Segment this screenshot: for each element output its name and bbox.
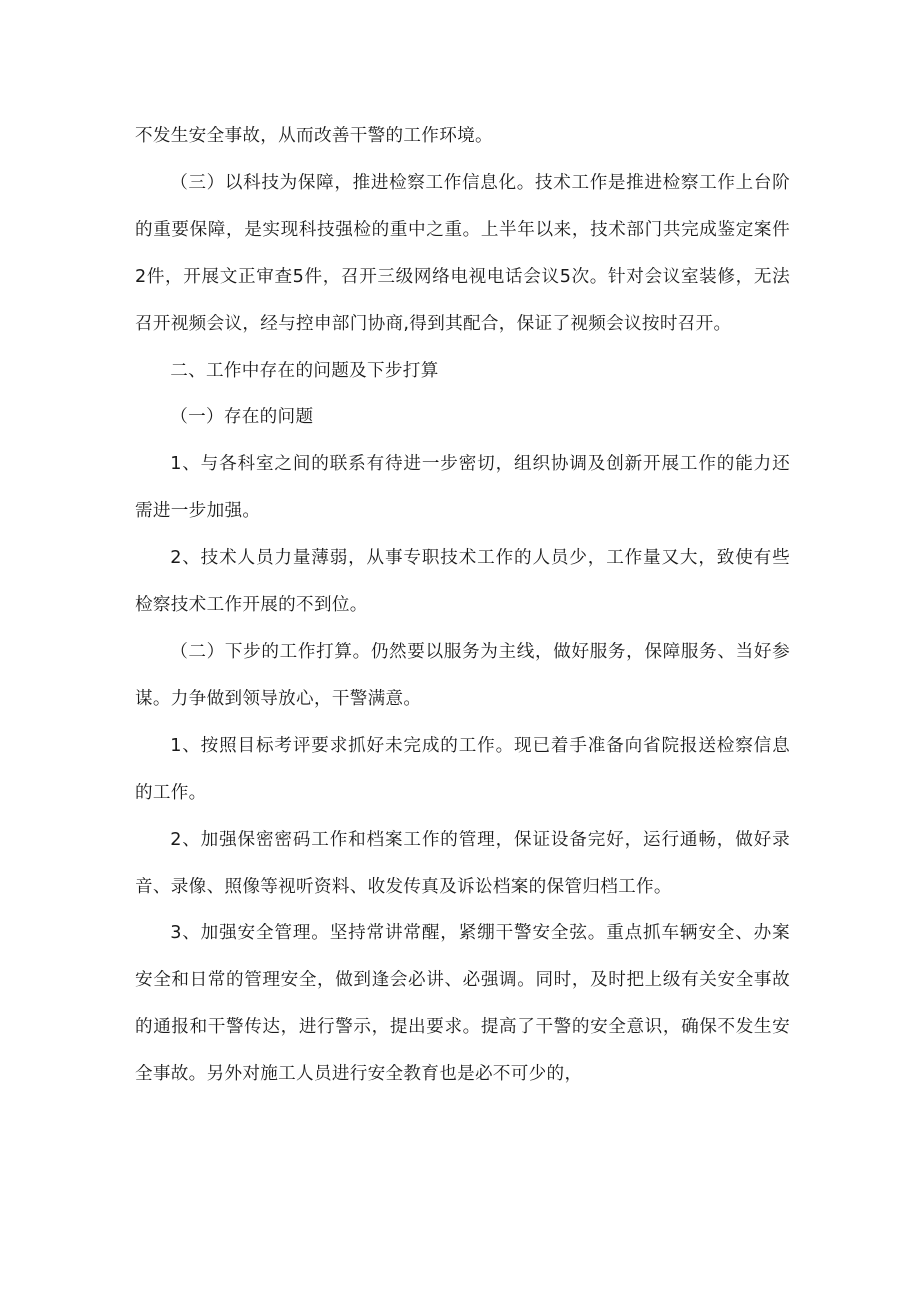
paragraph-plan-1: 1、按照目标考评要求抓好未完成的工作。现已着手准备向省院报送检察信息的工作。 xyxy=(135,735,790,803)
subheading-existing-problems: （一）存在的问题 xyxy=(170,407,314,428)
paragraph-plan-3: 3、加强安全管理。坚持常讲常醒，紧绷干警安全弦。重点抓车辆安全、办案安全和日常的管理安全，做到逢会必讲、必强调。同时，及时把上级有关安全事故的通报和干警传达，进行警示，提出要求。提高了干警的安全意识，确保不发生安全事故。另外对施工人员进行安全教育也是必不可少的， xyxy=(135,923,790,1085)
paragraph-problem-2: 2、技术人员力量薄弱，从事专职技术工作的人员少，工作量又大，致使有些检察技术工作开展的不到位。 xyxy=(135,548,790,616)
paragraph-tech-guarantee: （三）以科技为保障，推进检察工作信息化。技术工作是推进检察工作上台阶的重要保障，是实现科技强检的重中之重。上半年以来，技术部门共完成鉴定案件2件，开展文正审查5件，召开三级网络电视电话会议5次。针对会议室装修，无法召开视频会议，经与控申部门协商,得到其配合，保证了视频会议按时召开。 xyxy=(135,172,790,334)
section-heading-problems-plans: 二、工作中存在的问题及下步打算 xyxy=(170,360,439,381)
document-body xyxy=(135,113,790,1098)
paragraph-continuation: 不发生安全事故，从而改善干警的工作环境。 xyxy=(135,126,493,146)
subheading-next-plans: （二）下步的工作打算。仍然要以服务为主线，做好服务，保障服务、当好参谋。力争做到领导放心，干警满意。 xyxy=(135,641,790,709)
paragraph-problem-1: 1、与各科室之间的联系有待进一步密切，组织协调及创新开展工作的能力还需进一步加强。 xyxy=(135,454,790,522)
paragraph-plan-2: 2、加强保密密码工作和档案工作的管理，保证设备完好，运行通畅，做好录音、录像、照像等视听资料、收发传真及诉讼档案的保管归档工作。 xyxy=(135,829,790,897)
